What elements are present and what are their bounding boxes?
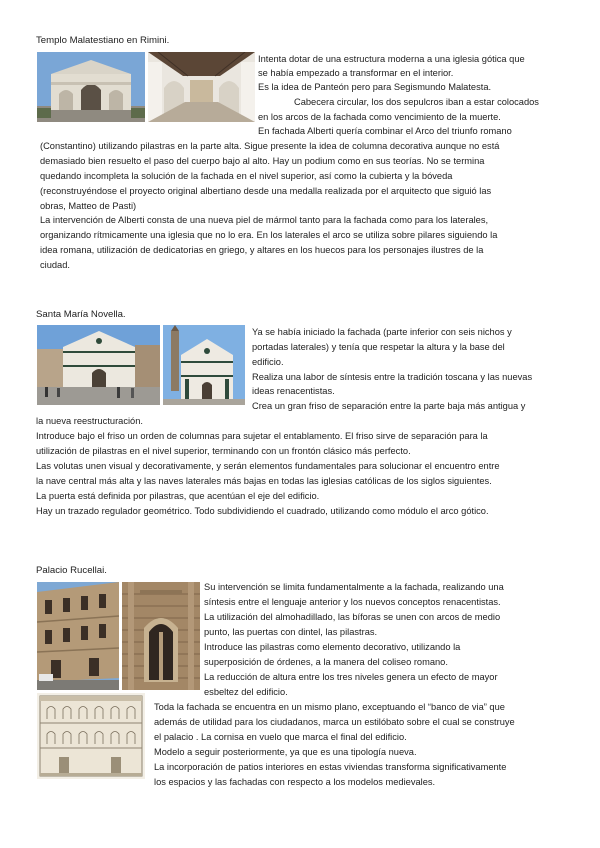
text-line: La utilización del almohadillado, las bíforas se unen con arcos de medio: [204, 612, 501, 622]
text-line: (reconstruyéndose el proyecto original albertiano desde una medalla realizada por el arquitecto que siguió las: [40, 186, 492, 196]
text-line: En fachada Alberti quería combinar el Arco del triunfo romano: [258, 126, 512, 136]
text-line: Toda la fachada se encuentra en un mismo plano, exceptuando el “banco de via” que: [154, 702, 505, 712]
tempio-malatestiano-facade-photo: [37, 52, 145, 122]
text-line: obras, Matteo de Pasti): [40, 201, 137, 211]
text-line: Introduce las pilastras como elemento decorativo, utilizando la: [204, 642, 461, 652]
text-line: Modelo a seguir posteriormente, ya que es una tipología nueva.: [154, 747, 417, 757]
text-line: superposición de órdenes, a la manera del coliseo romano.: [204, 657, 448, 667]
text-line: Las volutas unen visual y decorativamente, y serán elementos fundamentales para solucionar el encuentro entre: [36, 461, 500, 471]
text-line: utilización de pilastras en el nivel superior, terminando con un frontón clásico más perfecto.: [36, 446, 411, 456]
santa-maria-novella-facade-photo: [163, 325, 245, 405]
text-line: en los arcos de la fachada como vencimiento de la muerte.: [258, 112, 501, 122]
text-line: la nave central más alta y las naves laterales más bajas en todas las iglesias católicas de los siglos siguientes.: [36, 476, 492, 486]
tempio-malatestiano-interior-photo: [148, 52, 255, 122]
text-line: esbeltez del edificio.: [204, 687, 288, 697]
text-line: demasiado bien resuelto el paso del cuerpo bajo al alto. Hay un podium como en sus teorías. No se termina: [40, 156, 485, 166]
text-line: Hay un trazado regulador geométrico. Todo subdividiendo el cuadrado, utilizando como módulo el arco gótico.: [36, 506, 489, 516]
section-title-templo-malatestiano: Templo Malatestiano en Rimini.: [36, 35, 170, 46]
text-line: Es la idea de Panteón pero para Segismundo Malatesta.: [258, 82, 492, 92]
text-line: los espacios y las fachadas con respecto a los modelos medievales.: [154, 777, 436, 787]
text-line: se había empezado a transformar en el interior.: [258, 68, 454, 78]
text-line: Ya se había iniciado la fachada (parte inferior con seis nichos y: [252, 327, 512, 337]
text-line: ciudad.: [40, 260, 70, 270]
section-title-palacio-rucellai: Palacio Rucellai.: [36, 565, 107, 576]
section-title-santa-maria-novella: Santa María Novella.: [36, 309, 126, 320]
text-line: Crea un gran friso de separación entre la parte baja más antigua y: [252, 401, 526, 411]
text-line: síntesis entre el lenguaje anterior y los nuevos conceptos renacentistas.: [204, 597, 501, 607]
text-line: portadas laterales) y tenía que respetar la altura y la base del: [252, 342, 505, 352]
text-line: idea romana, utilización de dedicatorias en griego, y altares en los huecos para los personajes ilustres de la: [40, 245, 484, 255]
text-line: La intervención de Alberti consta de una nueva piel de mármol tanto para la fachada como para los laterales,: [40, 215, 489, 225]
text-line: Cabecera circular, los dos sepulcros iban a estar colocados: [294, 97, 539, 107]
text-line: La puerta está definida por pilastras, que acentúan el eje del edificio.: [36, 491, 320, 501]
palazzo-rucellai-elevation-drawing: [37, 693, 145, 779]
santa-maria-novella-piazza-photo: [37, 325, 160, 405]
text-line: (Constantino) utilizando pilastras en la parte alta. Sigue presente la idea de columna decorativa aunque no está: [40, 141, 500, 151]
text-line: punto, las puertas con dintel, las pilastras.: [204, 627, 378, 637]
text-line: ideas renacentistas.: [252, 386, 335, 396]
text-line: el palacio . La cornisa en vuelo que marca el final del edificio.: [154, 732, 407, 742]
palazzo-rucellai-detail-photo: [122, 582, 200, 690]
text-line: organizando rítmicamente una iglesia que no lo era. En los laterales el arco se utiliza sobre pilares siguiendo la: [40, 230, 498, 240]
text-line: La incorporación de patios interiores en estas viviendas transforma significativamente: [154, 762, 507, 772]
text-line: Introduce bajo el friso un orden de columnas para sujetar el entablamento. El friso sirve de separación para la: [36, 431, 488, 441]
text-line: además de utilidad para los ciudadanos, marca un estilóbato sobre el cual se construye: [154, 717, 515, 727]
text-line: La reducción de altura entre los tres niveles genera un efecto de mayor: [204, 672, 498, 682]
text-line: Realiza una labor de síntesis entre la tradición toscana y las nuevas: [252, 372, 533, 382]
text-line: Intenta dotar de una estructura moderna a una iglesia gótica que: [258, 54, 525, 64]
text-line: la nueva reestructuración.: [36, 416, 143, 426]
text-line: edificio.: [252, 357, 284, 367]
text-line: quedando incompleta la solución de la fachada en el nivel superior, así como la cubierta y la bóveda: [40, 171, 453, 181]
palazzo-rucellai-street-photo: [37, 582, 119, 690]
text-line: Su intervención se limita fundamentalmente a la fachada, realizando una: [204, 582, 504, 592]
